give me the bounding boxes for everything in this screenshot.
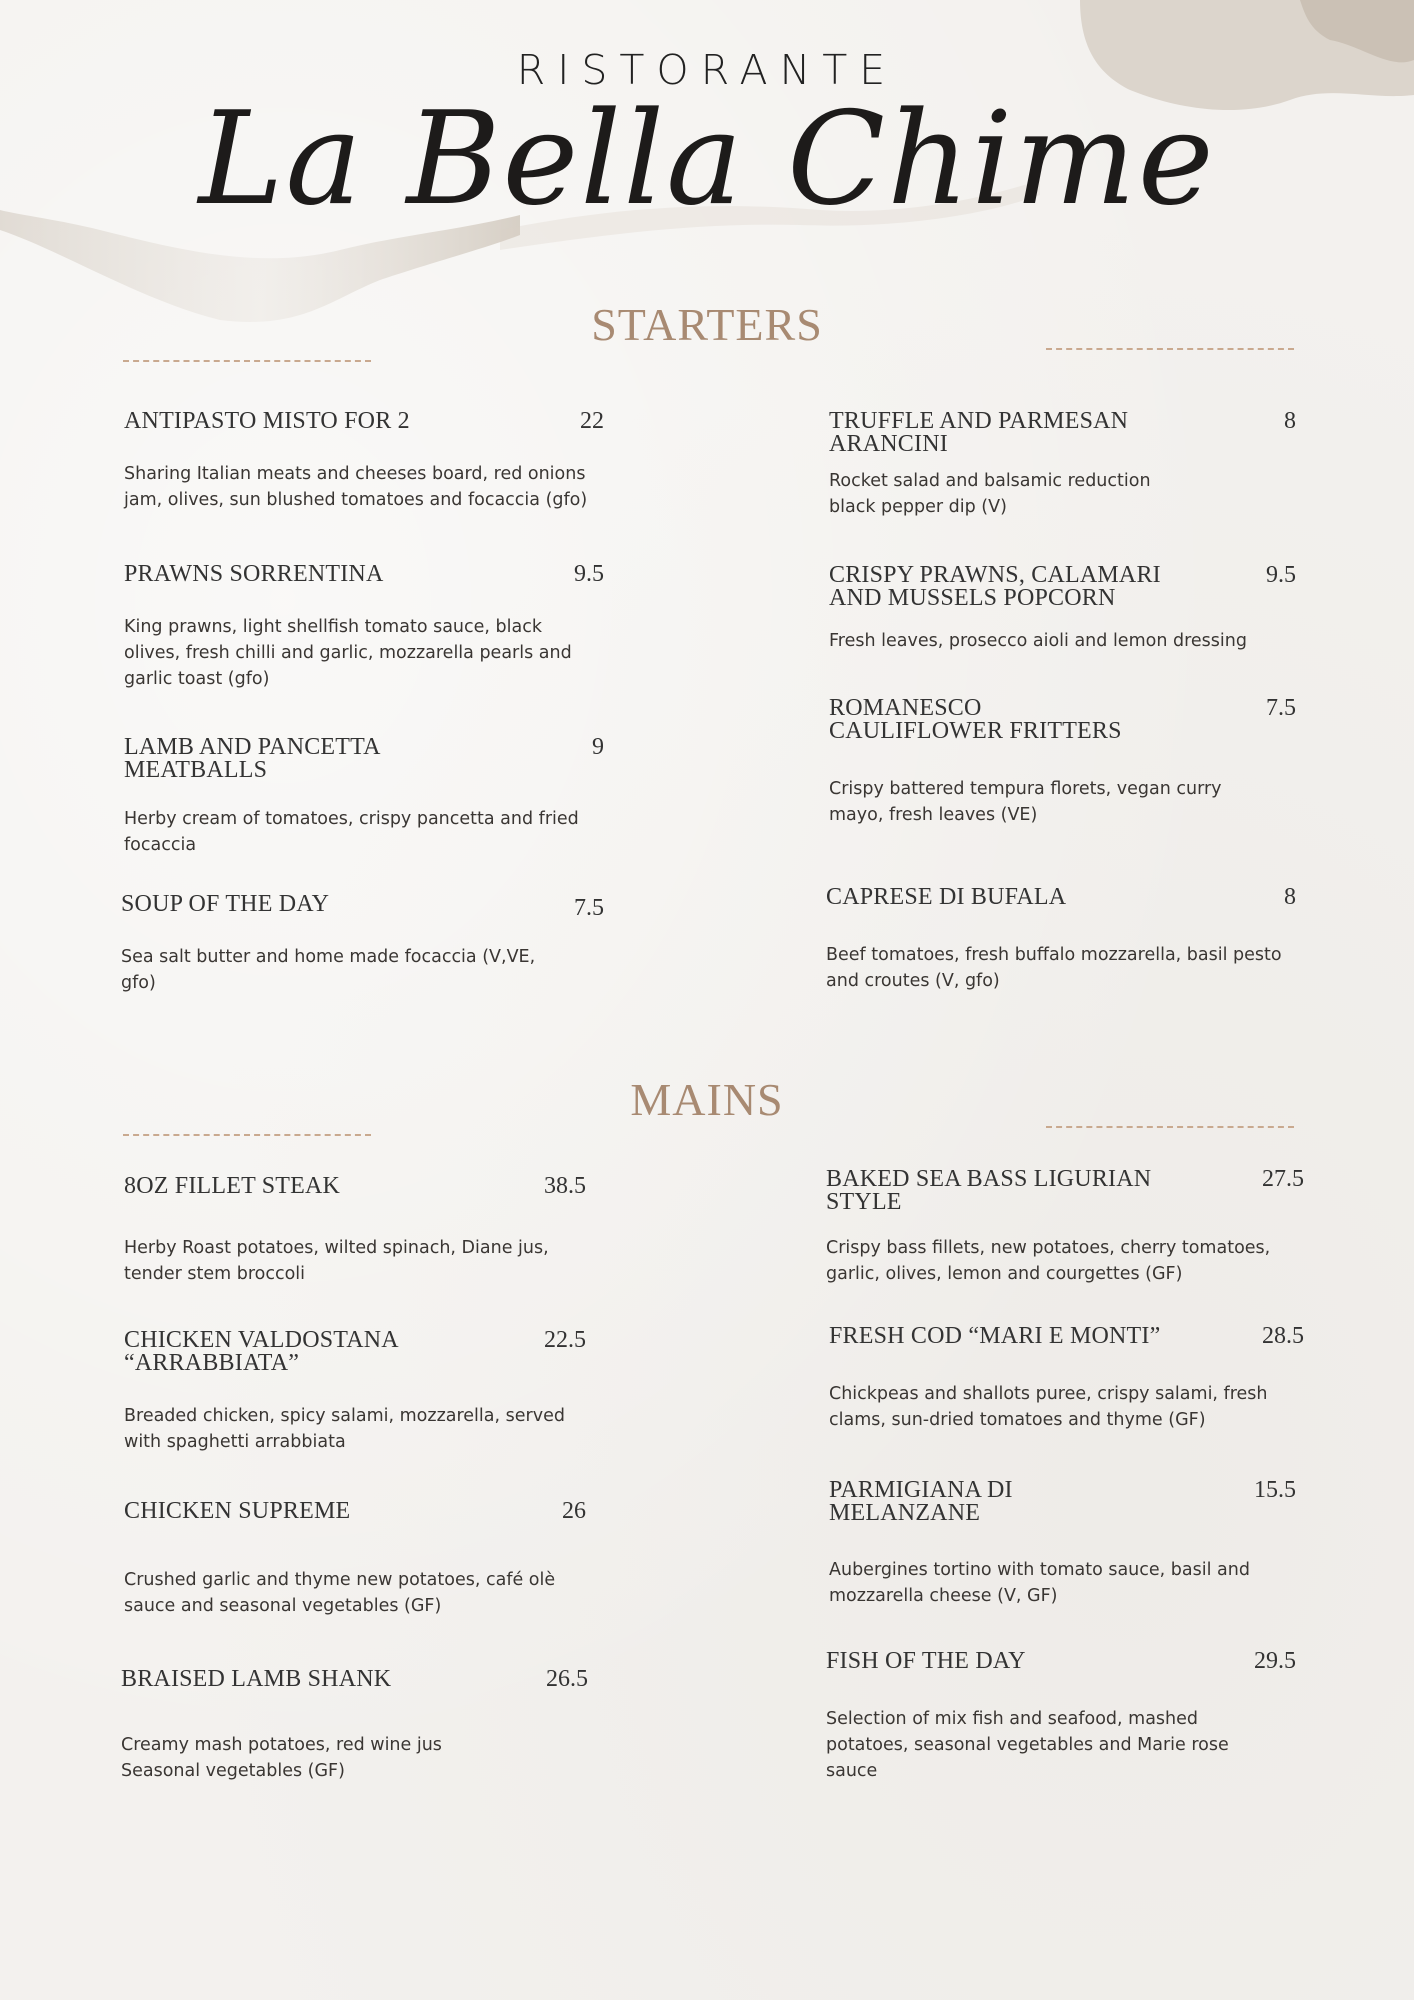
- item-name: FISH OF THE DAY: [826, 1648, 1026, 1674]
- item-price: 7.5: [1266, 695, 1296, 721]
- item-description: Chickpeas and shallots puree, crispy salami, fresh clams, sun-dried tomatoes and thyme (GF): [829, 1384, 1268, 1430]
- item-description: Creamy mash potatoes, red wine jus Seasonal vegetables (GF): [121, 1735, 442, 1781]
- item-name: BRAISED LAMB SHANK: [121, 1666, 392, 1692]
- item-name: CHICKEN VALDOSTANA “ARRABBIATA”: [124, 1327, 398, 1376]
- item-price: 26: [562, 1498, 586, 1524]
- item-name: CHICKEN SUPREME: [124, 1498, 351, 1524]
- divider-left: [123, 1134, 371, 1136]
- item-description: Sharing Italian meats and cheeses board, red onions jam, olives, sun blushed tomatoes and focaccia (gfo): [124, 464, 588, 510]
- item-name: ROMANESCO CAULIFLOWER FRITTERS: [829, 695, 1122, 744]
- item-description: Crispy bass fillets, new potatoes, cherry tomatoes, garlic, olives, lemon and courgettes (GF): [826, 1238, 1271, 1284]
- starters-heading: STARTERS: [591, 299, 823, 350]
- item-description: Breaded chicken, spicy salami, mozzarella, served with spaghetti arrabbiata: [124, 1406, 565, 1452]
- item-price: 38.5: [544, 1173, 586, 1199]
- item-name: 8OZ FILLET STEAK: [124, 1173, 341, 1199]
- item-description: Crushed garlic and thyme new potatoes, café olè sauce and seasonal vegetables (GF): [124, 1570, 556, 1616]
- item-name: ANTIPASTO MISTO FOR 2: [124, 408, 410, 434]
- mains-heading: MAINS: [630, 1074, 784, 1125]
- divider-left: [123, 360, 371, 362]
- divider-right: [1046, 348, 1294, 350]
- item-price: 9.5: [574, 561, 604, 587]
- restaurant-subtitle: RISTORANTE: [516, 46, 898, 94]
- item-description: Beef tomatoes, fresh buffalo mozzarella, basil pesto and croutes (V, gfo): [826, 945, 1282, 991]
- item-description: Selection of mix fish and seafood, mashed potatoes, seasonal vegetables and Marie rose sauce: [826, 1709, 1229, 1781]
- item-price: 8: [1284, 884, 1296, 910]
- item-name: TRUFFLE AND PARMESAN ARANCINI: [829, 408, 1129, 457]
- item-name: CAPRESE DI BUFALA: [826, 884, 1067, 910]
- item-description: Rocket salad and balsamic reduction black pepper dip (V): [829, 471, 1151, 517]
- item-price: 29.5: [1254, 1648, 1296, 1674]
- item-name: BAKED SEA BASS LIGURIAN STYLE: [826, 1166, 1152, 1215]
- item-name: FRESH COD “MARI E MONTI”: [829, 1323, 1161, 1349]
- item-price: 22.5: [544, 1327, 586, 1353]
- item-name: PRAWNS SORRENTINA: [124, 561, 384, 587]
- item-description: Aubergines tortino with tomato sauce, basil and mozzarella cheese (V, GF): [829, 1560, 1250, 1606]
- item-price: 8: [1284, 408, 1296, 434]
- divider-right: [1046, 1126, 1294, 1128]
- item-description: King prawns, light shellfish tomato sauce, black olives, fresh chilli and garlic, mozzarella pearls and garlic toast (gfo): [124, 617, 572, 689]
- item-name: PARMIGIANA DI MELANZANE: [829, 1477, 1013, 1526]
- item-description: Herby cream of tomatoes, crispy pancetta and fried focaccia: [124, 809, 579, 855]
- item-description: Sea salt butter and home made focaccia (V,VE, gfo): [121, 947, 536, 993]
- item-price: 9: [592, 734, 604, 760]
- item-price: 7.5: [574, 895, 604, 921]
- item-description: Fresh leaves, prosecco aioli and lemon dressing: [829, 631, 1247, 651]
- item-price: 22: [580, 408, 604, 434]
- item-price: 28.5: [1262, 1323, 1304, 1349]
- restaurant-name: La Bella Chime: [198, 85, 1216, 234]
- item-price: 27.5: [1262, 1166, 1304, 1192]
- item-description: Crispy battered tempura florets, vegan curry mayo, fresh leaves (VE): [829, 779, 1222, 825]
- item-price: 9.5: [1266, 562, 1296, 588]
- item-price: 26.5: [546, 1666, 588, 1692]
- item-description: Herby Roast potatoes, wilted spinach, Diane jus, tender stem broccoli: [124, 1238, 549, 1284]
- item-name: CRISPY PRAWNS, CALAMARI AND MUSSELS POPCORN: [829, 562, 1161, 611]
- item-name: LAMB AND PANCETTA MEATBALLS: [124, 734, 380, 783]
- item-name: SOUP OF THE DAY: [121, 891, 330, 917]
- item-price: 15.5: [1254, 1477, 1296, 1503]
